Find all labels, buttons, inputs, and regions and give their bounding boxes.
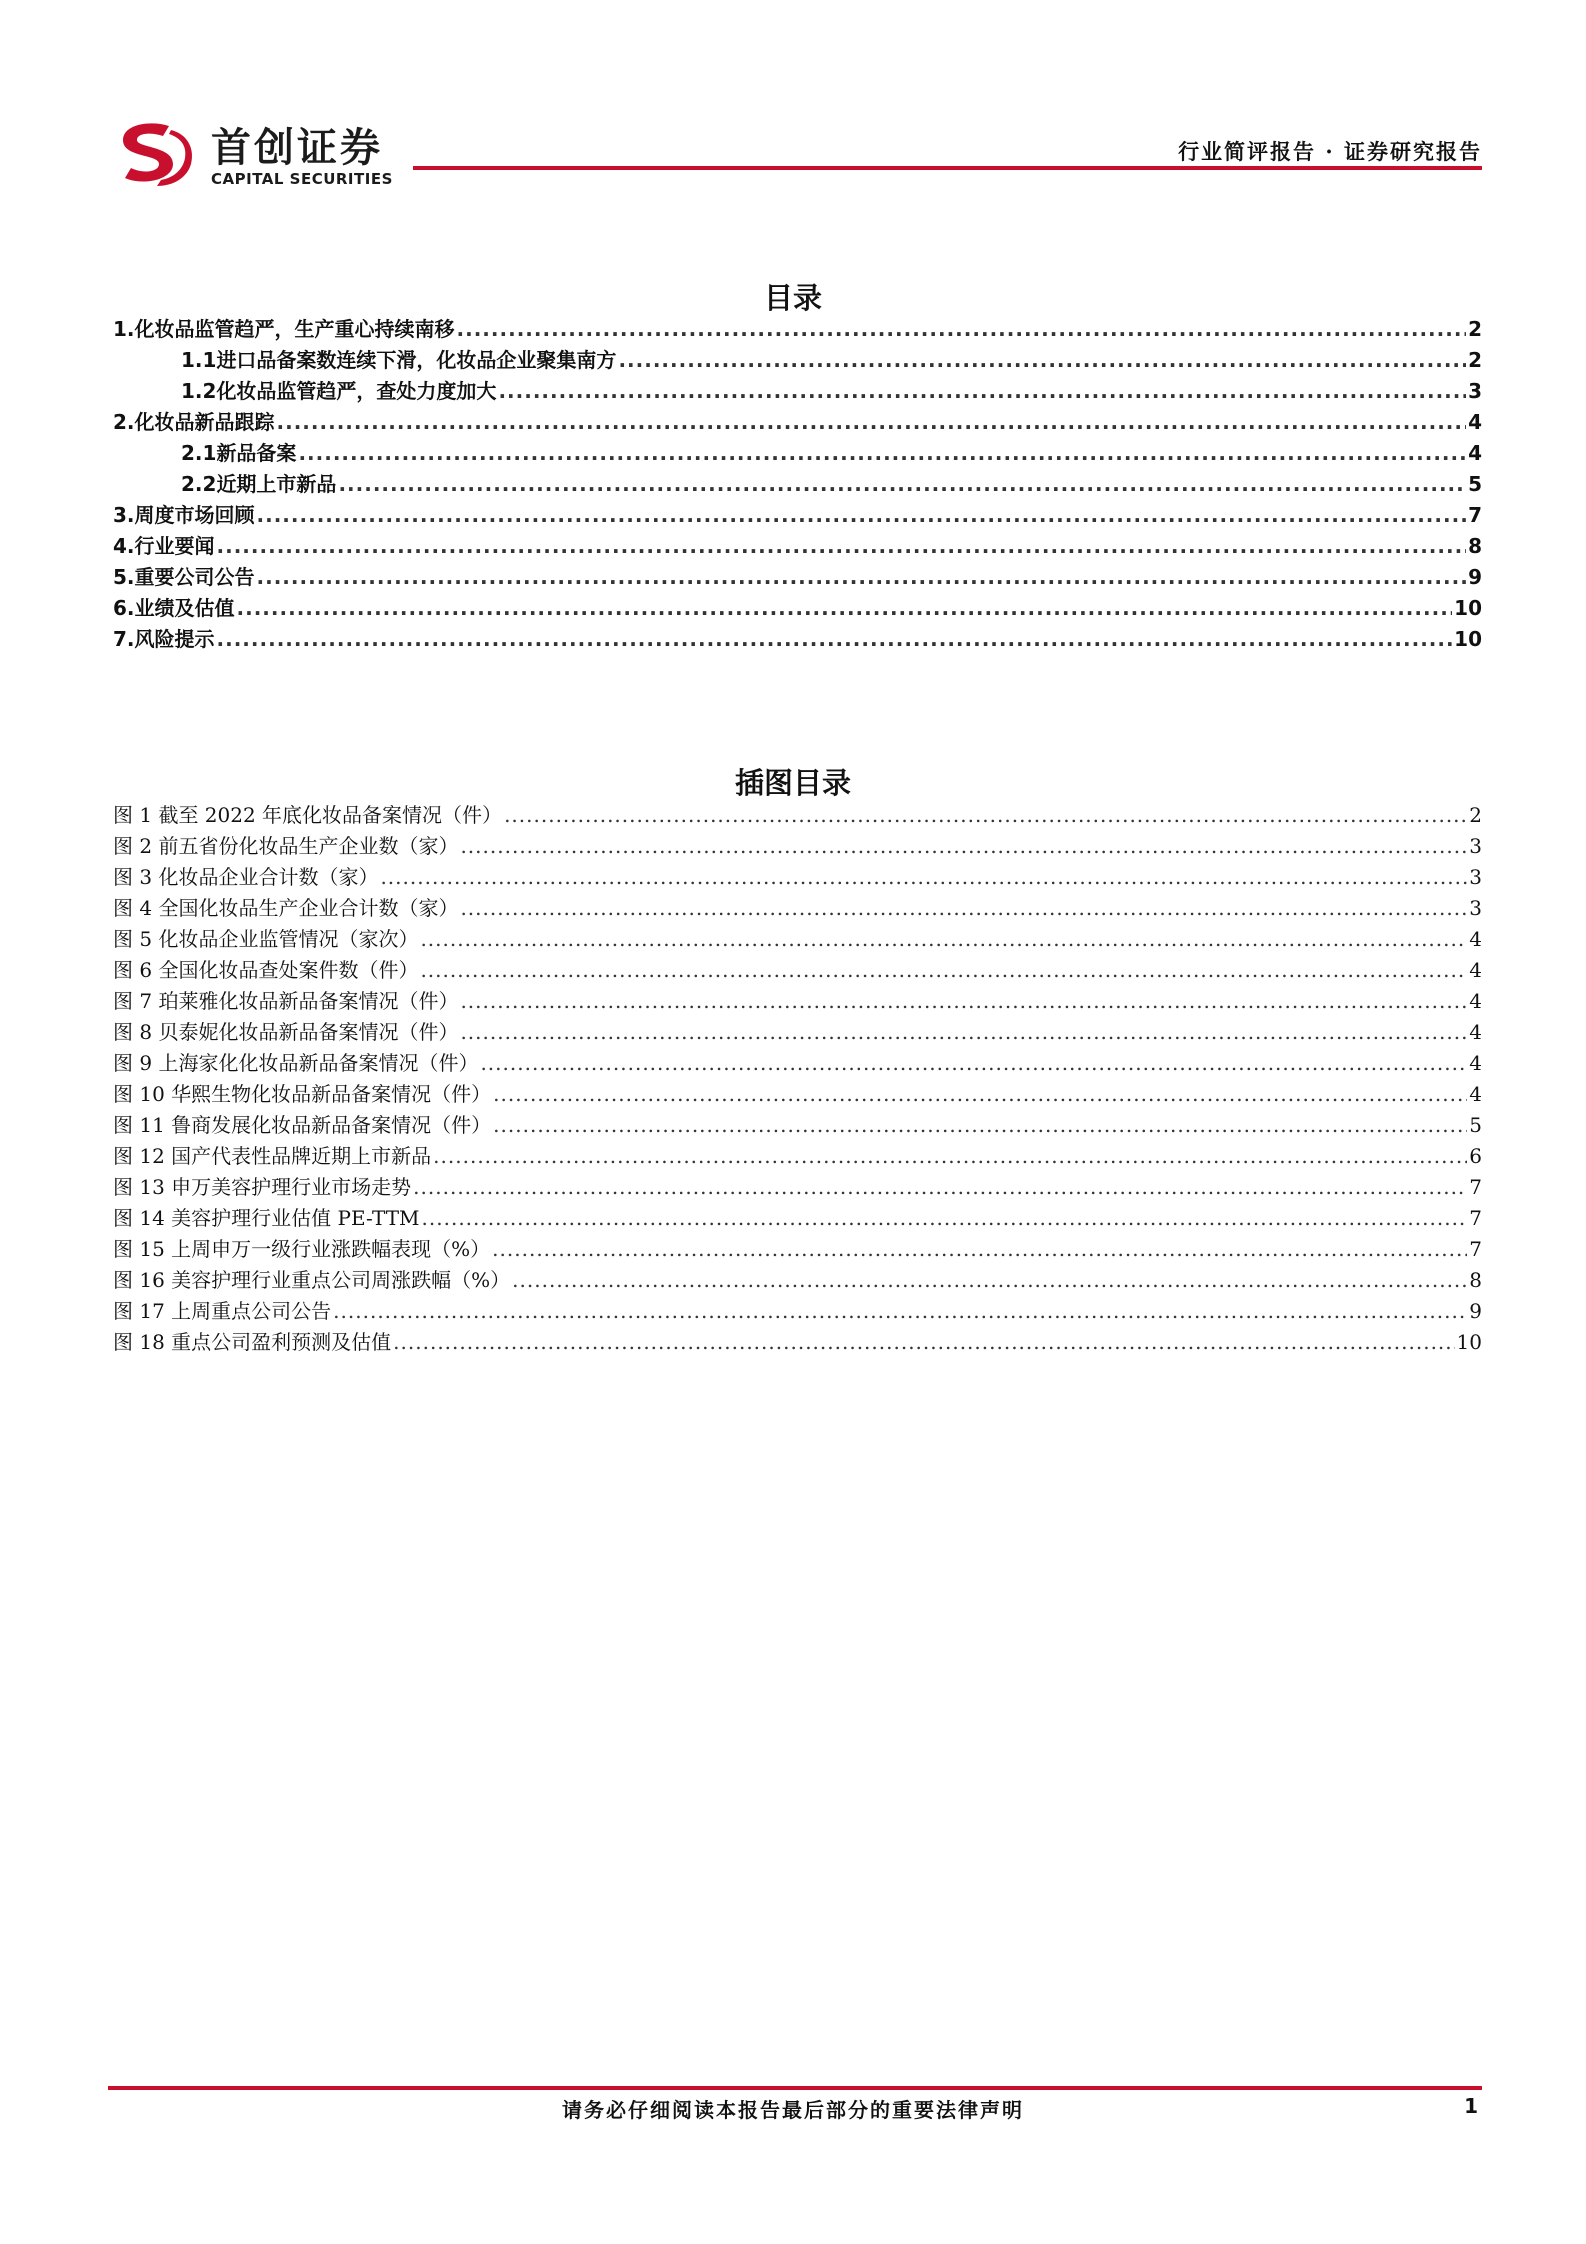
figure-entry-label: 图 7 珀莱雅化妆品新品备案情况（件）: [113, 989, 459, 1013]
toc-entry-page: 9: [1468, 565, 1482, 589]
dot-leader: [333, 1296, 1467, 1327]
dot-leader: [393, 1327, 1454, 1358]
dot-leader: [504, 800, 1467, 831]
dot-leader: [493, 1079, 1467, 1110]
figure-entry-label: 图 8 贝泰妮化妆品新品备案情况（件）: [113, 1020, 459, 1044]
figure-entry-page: 5: [1469, 1113, 1482, 1137]
figure-entry-label: 图 14 美容护理行业估值 PE-TTM: [113, 1206, 420, 1230]
toc-entry[interactable]: [113, 314, 1482, 345]
dot-leader: [457, 314, 1467, 345]
figure-entry-page: 3: [1469, 896, 1482, 920]
figure-entry-page: 10: [1456, 1330, 1482, 1354]
figure-entry[interactable]: [113, 831, 1482, 862]
figure-entry-label: 图 12 国产代表性品牌近期上市新品: [113, 1144, 432, 1168]
figure-entry-label: 图 16 美容护理行业重点公司周涨跌幅（%）: [113, 1268, 511, 1292]
dot-leader: [420, 924, 1467, 955]
logo-text-cn: 首创证券: [211, 125, 383, 171]
figure-entry-label: 图 17 上周重点公司公告: [113, 1299, 332, 1323]
dot-leader: [480, 1048, 1467, 1079]
figure-entry-page: 3: [1469, 865, 1482, 889]
toc-entry-label: 重要公司公告: [134, 565, 255, 589]
toc-entry-number: 1.: [113, 317, 135, 341]
figure-list-title: 插图目录: [734, 766, 851, 800]
toc-entry-number: 6.: [113, 596, 135, 620]
dot-leader: [512, 1265, 1467, 1296]
toc-entry[interactable]: [113, 469, 1482, 500]
dot-leader: [460, 893, 1467, 924]
toc-entry-number: 4.: [113, 534, 135, 558]
logo: [113, 112, 413, 192]
dot-leader: [413, 1172, 1467, 1203]
figure-entry-page: 9: [1469, 1299, 1482, 1323]
capital-securities-logo-icon: [113, 118, 199, 190]
toc-entry-page: 4: [1468, 410, 1482, 434]
dot-leader: [217, 531, 1467, 562]
figure-entry[interactable]: [113, 893, 1482, 924]
toc-entry[interactable]: [113, 624, 1482, 655]
figure-entry[interactable]: [113, 1296, 1482, 1327]
figure-entry-label: 图 18 重点公司盈利预测及估值: [113, 1330, 392, 1354]
toc-entry[interactable]: [113, 531, 1482, 562]
figure-entry[interactable]: [113, 955, 1482, 986]
toc-entry[interactable]: [113, 500, 1482, 531]
figure-entry[interactable]: [113, 800, 1482, 831]
toc-entry-page: 5: [1468, 472, 1482, 496]
figure-entry[interactable]: [113, 1327, 1482, 1358]
footer-divider: [108, 2086, 1482, 2090]
toc-entry[interactable]: [113, 407, 1482, 438]
figure-entry[interactable]: [113, 986, 1482, 1017]
toc-entry-number: 5.: [113, 565, 135, 589]
figure-entry-page: 3: [1469, 834, 1482, 858]
dot-leader: [460, 831, 1467, 862]
figure-entry[interactable]: [113, 862, 1482, 893]
figure-entry-page: 7: [1469, 1206, 1482, 1230]
toc-entry-number: 7.: [113, 627, 135, 651]
toc-entry-number: 1.1: [181, 348, 217, 372]
toc-entry-page: 7: [1468, 503, 1482, 527]
figure-entry-label: 图 1 截至 2022 年底化妆品备案情况（件）: [113, 803, 503, 827]
figure-entry[interactable]: [113, 1234, 1482, 1265]
toc-entry-label: 化妆品新品跟踪: [134, 410, 275, 434]
toc-entry-page: 10: [1454, 596, 1482, 620]
dot-leader: [237, 593, 1453, 624]
toc-entry-label: 近期上市新品: [216, 472, 337, 496]
dot-leader: [492, 1234, 1467, 1265]
toc-entry[interactable]: [113, 562, 1482, 593]
toc-entry-number: 2.1: [181, 441, 217, 465]
figure-entry-label: 图 6 全国化妆品查处案件数（件）: [113, 958, 419, 982]
figure-entry-label: 图 4 全国化妆品生产企业合计数（家）: [113, 896, 459, 920]
toc-list: [113, 314, 1482, 655]
toc-entry-label: 化妆品监管趋严，查处力度加大: [216, 379, 497, 403]
figure-entry[interactable]: [113, 1017, 1482, 1048]
toc-entry-page: 2: [1468, 317, 1482, 341]
toc-entry-label: 风险提示: [134, 627, 215, 651]
toc-entry-page: 10: [1454, 627, 1482, 651]
figure-list: [113, 800, 1482, 1358]
toc-entry-label: 化妆品监管趋严，生产重心持续南移: [134, 317, 455, 341]
figure-entry-label: 图 15 上周申万一级行业涨跌幅表现（%）: [113, 1237, 491, 1261]
toc-entry-page: 3: [1468, 379, 1482, 403]
figure-entry-label: 图 9 上海家化化妆品新品备案情况（件）: [113, 1051, 479, 1075]
dot-leader: [422, 1203, 1468, 1234]
toc-entry-label: 周度市场回顾: [134, 503, 255, 527]
figure-entry[interactable]: [113, 1110, 1482, 1141]
figure-entry[interactable]: [113, 1203, 1482, 1234]
dot-leader: [338, 469, 1466, 500]
figure-entry-page: 4: [1469, 927, 1482, 951]
dot-leader: [257, 562, 1467, 593]
figure-entry-page: 7: [1469, 1175, 1482, 1199]
figure-entry-page: 2: [1469, 803, 1482, 827]
toc-entry-number: 1.2: [181, 379, 217, 403]
toc-entry-label: 业绩及估值: [134, 596, 235, 620]
footer-disclaimer: 请务必仔细阅读本报告最后部分的重要法律声明: [562, 2098, 1024, 2122]
header-divider: [413, 166, 1482, 170]
figure-entry-page: 8: [1469, 1268, 1482, 1292]
figure-entry[interactable]: [113, 1048, 1482, 1079]
dot-leader: [433, 1141, 1467, 1172]
toc-entry-number: 3.: [113, 503, 135, 527]
logo-text-en: CAPITAL SECURITIES: [211, 170, 393, 188]
figure-entry-label: 图 2 前五省份化妆品生产企业数（家）: [113, 834, 459, 858]
dot-leader: [380, 862, 1467, 893]
figure-entry[interactable]: [113, 1172, 1482, 1203]
toc-entry[interactable]: [113, 593, 1482, 624]
toc-entry-label: 进口品备案数连续下滑，化妆品企业聚集南方: [216, 348, 617, 372]
toc-entry[interactable]: [113, 345, 1482, 376]
toc-entry[interactable]: [113, 438, 1482, 469]
figure-entry-page: 4: [1469, 958, 1482, 982]
figure-entry-page: 4: [1469, 1020, 1482, 1044]
toc-entry-page: 8: [1468, 534, 1482, 558]
figure-entry[interactable]: [113, 1141, 1482, 1172]
figure-entry-label: 图 11 鲁商发展化妆品新品备案情况（件）: [113, 1113, 492, 1137]
toc-entry-number: 2.: [113, 410, 135, 434]
figure-entry-page: 7: [1469, 1237, 1482, 1261]
figure-entry-label: 图 13 申万美容护理行业市场走势: [113, 1175, 412, 1199]
toc-entry-label: 新品备案: [216, 441, 297, 465]
toc-entry-label: 行业要闻: [134, 534, 215, 558]
figure-entry-page: 4: [1469, 1051, 1482, 1075]
dot-leader: [460, 986, 1467, 1017]
dot-leader: [460, 1017, 1467, 1048]
report-type: 行业简评报告 · 证券研究报告: [1178, 139, 1482, 164]
dot-leader: [498, 376, 1466, 407]
figure-entry[interactable]: [113, 1079, 1482, 1110]
figure-entry[interactable]: [113, 924, 1482, 955]
toc-entry-page: 4: [1468, 441, 1482, 465]
dot-leader: [420, 955, 1467, 986]
dot-leader: [257, 500, 1467, 531]
dot-leader: [618, 345, 1466, 376]
dot-leader: [217, 624, 1453, 655]
dot-leader: [277, 407, 1467, 438]
figure-entry-label: 图 5 化妆品企业监管情况（家次）: [113, 927, 419, 951]
figure-entry-label: 图 3 化妆品企业合计数（家）: [113, 865, 379, 889]
figure-entry[interactable]: [113, 1265, 1482, 1296]
figure-entry-page: 6: [1469, 1144, 1482, 1168]
toc-entry[interactable]: [113, 376, 1482, 407]
page-number: 1: [1464, 2094, 1478, 2118]
toc-entry-number: 2.2: [181, 472, 217, 496]
dot-leader: [493, 1110, 1467, 1141]
toc-title: 目录: [763, 281, 822, 315]
figure-entry-page: 4: [1469, 1082, 1482, 1106]
dot-leader: [298, 438, 1466, 469]
figure-entry-label: 图 10 华熙生物化妆品新品备案情况（件）: [113, 1082, 492, 1106]
toc-entry-page: 2: [1468, 348, 1482, 372]
figure-entry-page: 4: [1469, 989, 1482, 1013]
